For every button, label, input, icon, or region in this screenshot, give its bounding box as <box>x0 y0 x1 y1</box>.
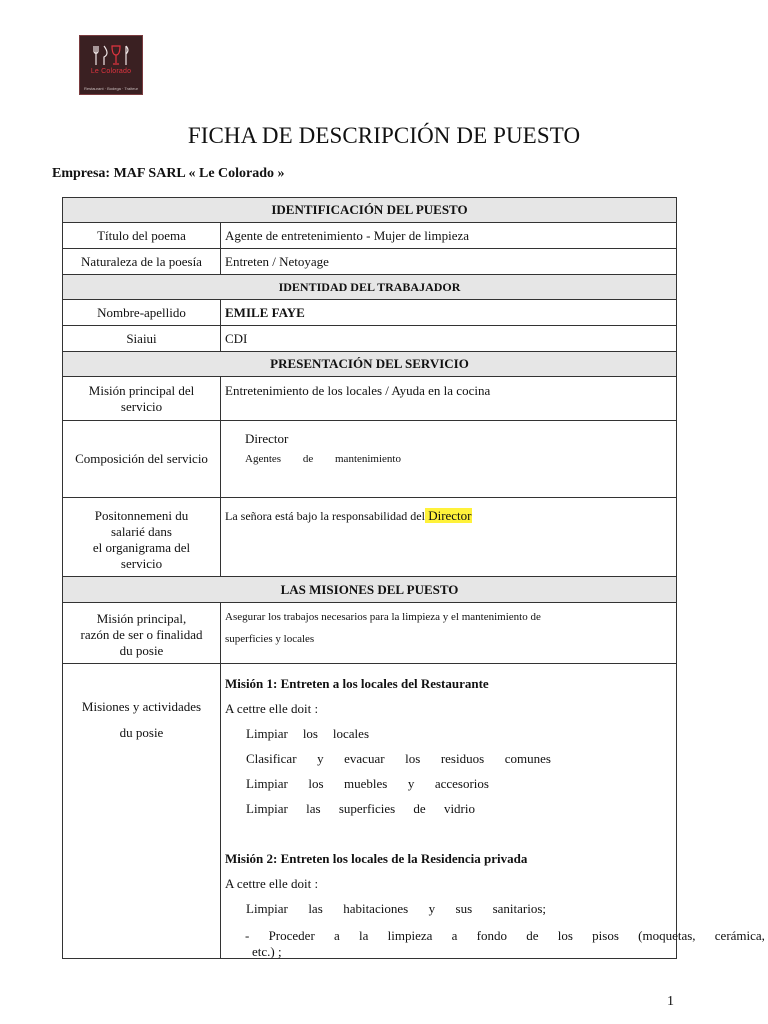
status-value: CDI <box>221 326 677 352</box>
purpose-label: Misión principal, razón de ser o finalidad du posie <box>63 603 221 664</box>
job-description-table <box>62 197 677 959</box>
main-mission-label <box>63 377 221 421</box>
cutlery-wine-icon <box>86 44 138 66</box>
page-title: FICHA DE DESCRIPCIÓN DE PUESTO <box>187 123 581 148</box>
position-label: Positonnemeni du salarié dans el organigrama del servicio <box>63 498 221 577</box>
title-label: Título del poema <box>63 223 221 249</box>
mission-2-item-continuation: etc.) ; <box>252 944 282 959</box>
name-label: Nombre-apellido <box>63 300 221 326</box>
status-label: Siaiui <box>63 326 221 352</box>
mission-2-intro: A cettre elle doit : <box>225 876 319 891</box>
nature-label: Naturaleza de la poesía <box>63 249 221 275</box>
section-header-service-presentation: PRESENTACIÓN DEL SERVICIO <box>63 352 677 377</box>
section-header-worker-identity: IDENTIDAD DEL TRABAJADOR <box>63 275 677 300</box>
mission-1-item: Limpiar los muebles y accesorios <box>246 776 489 791</box>
mission-1 <box>225 671 676 821</box>
nature-value: Entreten / Netoyage <box>221 249 677 275</box>
mission-1-title: Misión 1: Entreten a los locales del Restaurante <box>225 676 489 691</box>
company-line: Empresa: MAF SARL « Le Colorado » <box>52 166 285 181</box>
composition-label: Composición del servicio <box>63 421 221 498</box>
mission-1-intro: A cettre elle doit : <box>225 701 319 716</box>
section-header-identification: IDENTIFICACIÓN DEL PUESTO <box>63 198 677 223</box>
activities-value <box>221 664 677 959</box>
mission-1-item: Limpiar las superficies de vidrio <box>246 801 475 816</box>
logo-brand-text: Le Colorado <box>90 68 132 75</box>
activities-label: Misiones y actividades du posie <box>63 664 221 959</box>
page-number: 1 <box>667 994 674 1009</box>
section-header-missions: LAS MISIONES DEL PUESTO <box>63 577 677 603</box>
purpose-value: Asegurar los trabajos necesarios para la limpieza y el mantenimiento de superficies y locales <box>221 603 677 664</box>
mission-2-title: Misión 2: Entreten los locales de la Residencia privada <box>225 851 528 866</box>
company-logo <box>79 35 143 95</box>
position-value: La señora está bajo la responsabilidad del Director <box>221 498 677 577</box>
title-value: Agente de entretenimiento - Mujer de limpieza <box>221 223 677 249</box>
main-mission-value: Entretenimiento de los locales / Ayuda en la cocina <box>221 377 677 421</box>
logo-tagline: Restaurant · Bodega · Traiteur <box>83 86 139 91</box>
composition-value <box>221 421 677 498</box>
highlighted-director: Director <box>424 508 472 523</box>
main-mission-label-line2: servicio <box>120 399 163 414</box>
mission-1-item: Clasificar y evacuar los residuos comunes <box>246 751 551 766</box>
composition-director: Director <box>245 431 289 446</box>
main-mission-label-line1: Misión principal del <box>88 383 195 398</box>
composition-agents: Agentes de mantenimiento <box>245 453 401 465</box>
mission-2-item: Limpiar las habitaciones y sus sanitarios; <box>246 901 546 916</box>
mission-2-item-overflow: - Proceder a la limpieza a fondo de los pisos (moquetas, cerámica, etc.) ; <box>245 928 765 959</box>
mission-1-item: Limpiar los locales <box>246 726 369 741</box>
name-value: EMILE FAYE <box>221 300 677 326</box>
